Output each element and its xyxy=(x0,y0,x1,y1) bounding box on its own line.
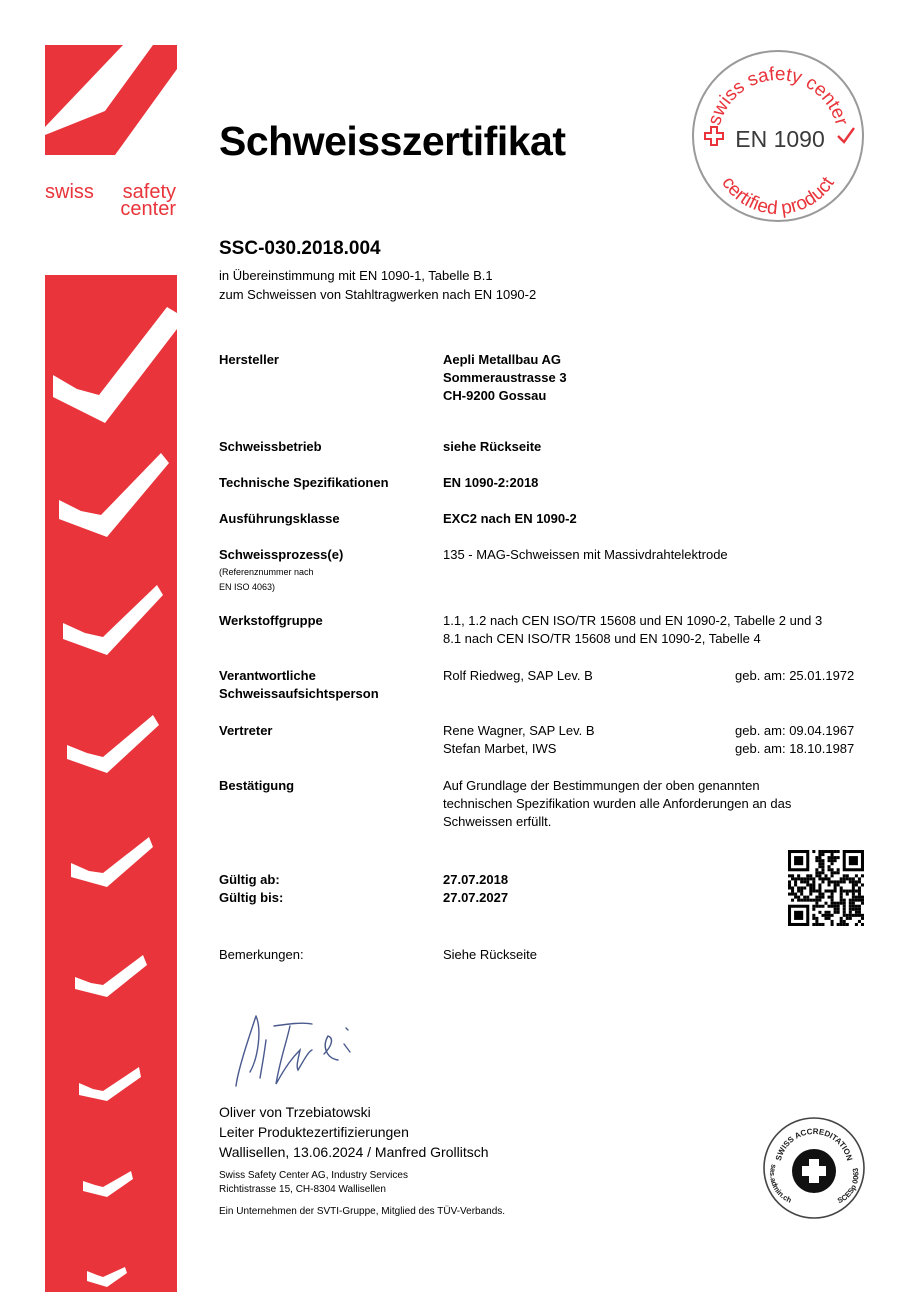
label-deputy: Vertreter xyxy=(219,723,273,738)
subtitle-line-2: zum Schweissen von Stahltragwerken nach EN 1090-2 xyxy=(219,287,537,302)
logo-word-swiss: swiss xyxy=(45,181,94,203)
remarks-value: Siehe Rückseite xyxy=(443,947,537,962)
swiss-accreditation-seal xyxy=(762,1116,866,1220)
welding-process-note-1: (Referenznummer nach xyxy=(219,567,314,577)
signatory-name: Oliver von Trzebiatowski xyxy=(219,1104,371,1120)
accreditation-right-text: SCESp 0063 xyxy=(836,1167,861,1206)
confirmation-line-2: technischen Spezifikation wurden alle Anforderungen an das xyxy=(443,796,792,811)
svg-text:certified product xyxy=(717,173,839,219)
manufacturer-name: Aepli Metallbau AG xyxy=(443,352,561,367)
label-execution-class: Ausführungsklasse xyxy=(219,511,340,526)
welding-process-value: 135 - MAG-Schweissen mit Massivdrahtelektrode xyxy=(443,547,728,562)
brand-stripe xyxy=(45,45,177,1292)
confirmation-line-1: Auf Grundlage der Bestimmungen der oben genannten xyxy=(443,778,760,793)
seal-standard-text: EN 1090 xyxy=(735,126,825,152)
material-group-line-2: 8.1 nach CEN ISO/TR 15608 und EN 1090-2, Tabelle 4 xyxy=(443,631,761,646)
label-welding-shop: Schweissbetrieb xyxy=(219,439,322,454)
label-welding-process: Schweissprozess(e) xyxy=(219,547,344,562)
subtitle-line-1: in Übereinstimmung mit EN 1090-1, Tabelle B.1 xyxy=(219,268,493,283)
accreditation-left-text: sas.admin.ch xyxy=(768,1163,793,1205)
deputy-1-birthdate: geb. am: 09.04.1967 xyxy=(735,723,855,738)
label-manufacturer: Hersteller xyxy=(219,352,279,367)
technical-spec-value: EN 1090-2:2018 xyxy=(443,475,539,490)
company-name: Swiss Safety Center AG, Industry Services xyxy=(219,1170,408,1181)
material-group-line-1: 1.1, 1.2 nach CEN ISO/TR 15608 und EN 1090-2, Tabelle 2 und 3 xyxy=(443,613,823,628)
label-valid-until: Gültig bis: xyxy=(219,890,284,905)
manufacturer-street: Sommeraustrasse 3 xyxy=(443,370,567,385)
label-technical-spec: Technische Spezifikationen xyxy=(219,475,389,490)
certificate-number: SSC-030.2018.004 xyxy=(219,238,381,259)
page-title: Schweisszertifikat xyxy=(219,118,566,164)
signatory-role: Leiter Produktezertifizierungen xyxy=(219,1124,409,1140)
label-responsible-2: Schweissaufsichtsperson xyxy=(219,686,379,701)
certified-product-seal xyxy=(690,48,866,224)
accreditation-top-text: SWISS ACCREDITATION xyxy=(773,1126,855,1162)
responsible-name: Rolf Riedweg, SAP Lev. B xyxy=(443,668,593,683)
valid-from-value: 27.07.2018 xyxy=(443,872,509,887)
welding-process-note-2: EN ISO 4063) xyxy=(219,582,276,592)
company-address: Richtistrasse 15, CH-8304 Wallisellen xyxy=(219,1184,386,1195)
deputy-2-name: Stefan Marbet, IWS xyxy=(443,741,557,756)
responsible-birthdate: geb. am: 25.01.1972 xyxy=(735,668,855,683)
logo-word-center: center xyxy=(120,198,176,220)
label-confirmation: Bestätigung xyxy=(219,778,295,793)
label-material-group: Werkstoffgruppe xyxy=(219,613,323,628)
confirmation-line-3: Schweissen erfüllt. xyxy=(443,814,552,829)
welding-shop-value: siehe Rückseite xyxy=(443,439,542,454)
label-remarks: Bemerkungen: xyxy=(219,947,304,962)
label-responsible-1: Verantwortliche xyxy=(219,668,316,683)
check-icon xyxy=(838,128,854,142)
valid-until-value: 27.07.2027 xyxy=(443,890,509,905)
logo-word-safety: safety xyxy=(122,181,176,203)
execution-class-value: EXC2 nach EN 1090-2 xyxy=(443,511,577,526)
manufacturer-city: CH-9200 Gossau xyxy=(443,388,547,403)
qr-code xyxy=(788,850,864,926)
seal-top-text: swiss safety center xyxy=(704,63,852,128)
swiss-cross-icon xyxy=(705,127,723,145)
place-date-signer: Wallisellen, 13.06.2024 / Manfred Grollitsch xyxy=(219,1144,489,1160)
label-valid-from: Gültig ab: xyxy=(219,872,280,887)
group-note: Ein Unternehmen der SVTI-Gruppe, Mitglied des TÜV-Verbands. xyxy=(219,1206,506,1217)
svg-text:SCESp 0063 xyxy=(836,1167,860,1205)
signature xyxy=(228,1000,368,1092)
deputy-1-name: Rene Wagner, SAP Lev. B xyxy=(443,723,595,738)
svg-text:swiss safety center xyxy=(704,64,852,129)
deputy-2-birthdate: geb. am: 18.10.1987 xyxy=(735,741,855,756)
seal-bottom-text: certified product xyxy=(717,173,839,220)
svg-text:sas.admin.ch xyxy=(768,1163,793,1205)
